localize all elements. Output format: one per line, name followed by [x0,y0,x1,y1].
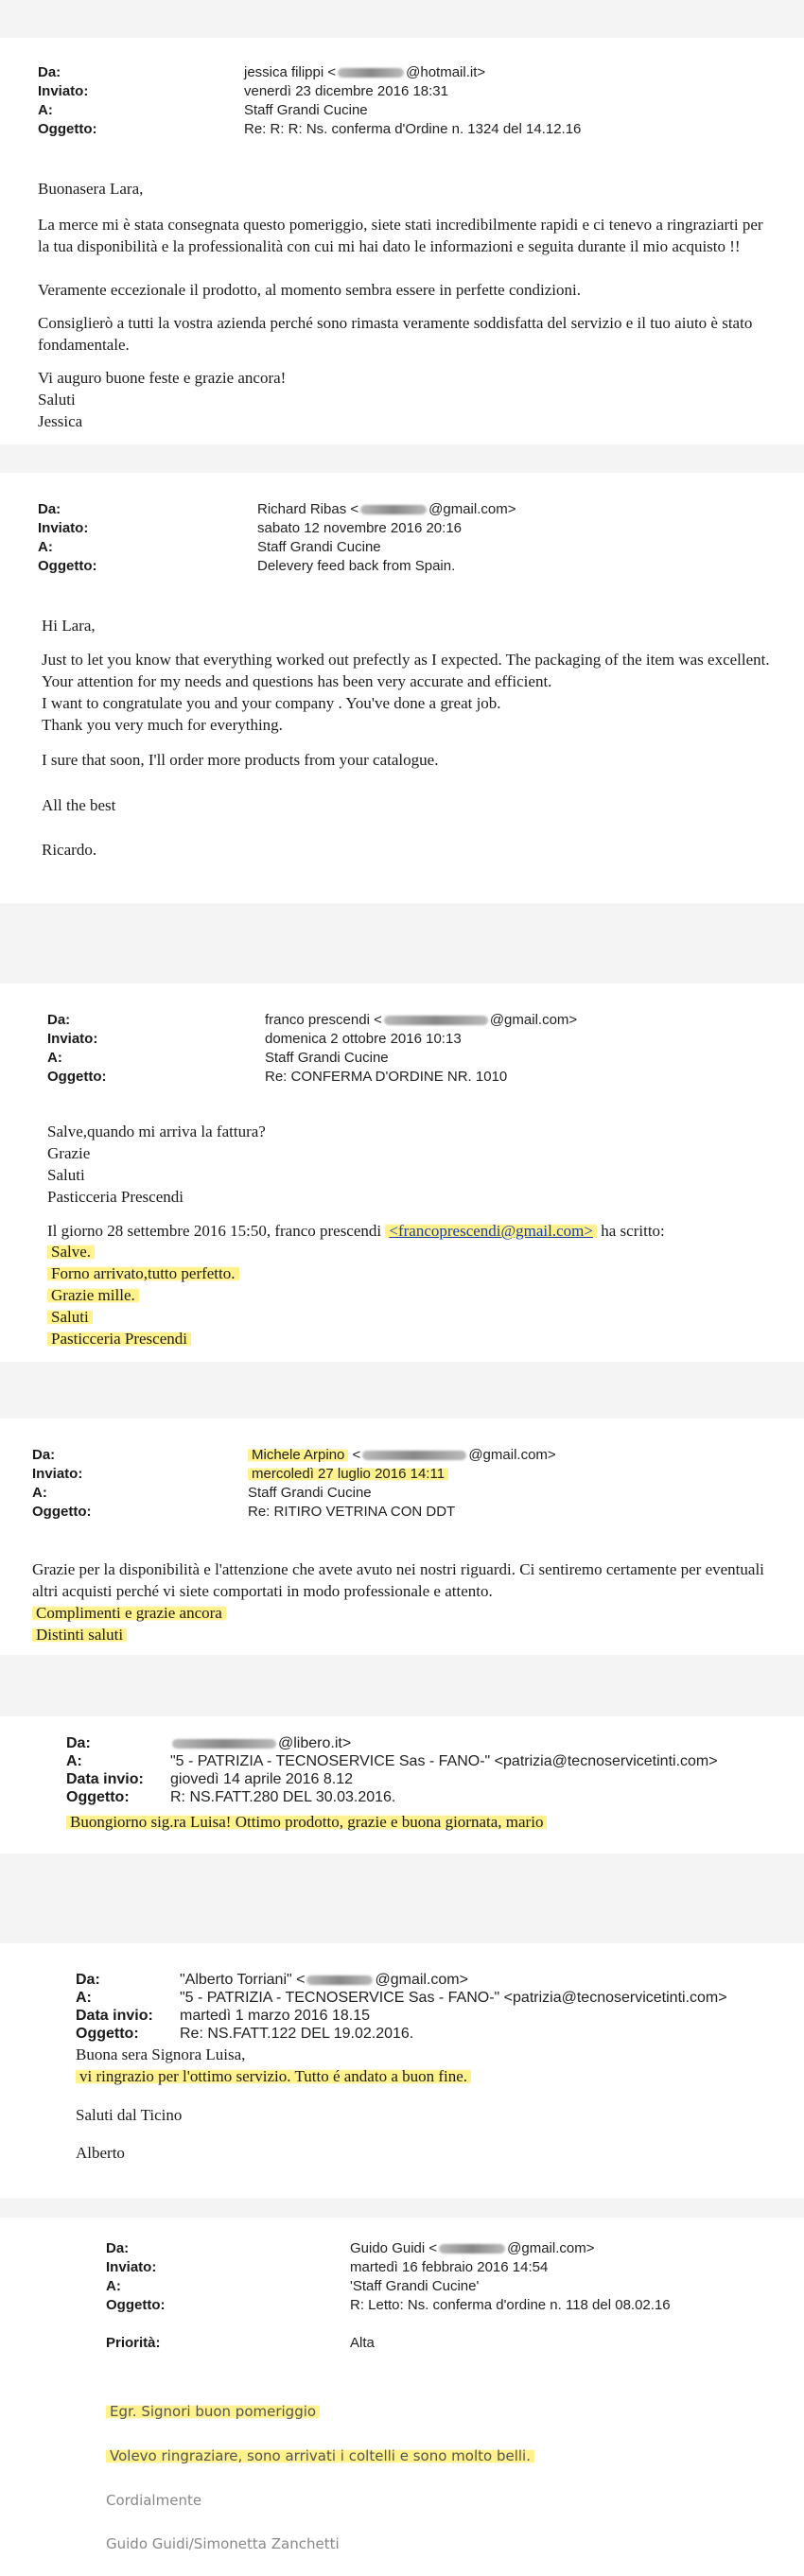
from-value: "Alberto Torriani" < @gmail.com> [180,1972,468,1988]
label-subject: Oggetto: [66,1789,130,1805]
label-to: A: [38,102,53,118]
body-line: Grazie [47,1144,91,1162]
label-sent: Inviato: [38,520,89,536]
label-date: Data invio: [66,1771,144,1787]
closing-line: Complimenti e grazie ancora [32,1602,226,1624]
label-to: A: [32,1485,47,1501]
greeting: Egr. Signori buon pomeriggio [106,2403,320,2420]
redacted-mark [306,1976,373,1985]
sent-value: mercoledì 27 luglio 2016 14:11 [248,1466,448,1482]
label-to: A: [66,1753,82,1769]
from-value: Richard Ribas < @gmail.com> [257,501,516,517]
quote-line: Forno arrivato,tutto perfetto. [47,1262,239,1284]
body-line: Saluti [47,1166,85,1184]
to-value: Staff Grandi Cucine [265,1050,389,1066]
quote-line: Saluti [47,1306,93,1328]
body-paragraph: Grazie per la disponibilità e l'attenzione che avete avuto nei nostri riguardi. Ci sentiremo certamente per eventuali altri acquisti perché vi siete comportati in modo professionale e attento. [32,1560,764,1600]
subject-value: Re: R: R: Ns. conferma d'Ordine n. 1324 del 14.12.16 [244,121,582,137]
quote-line: Grazie mille. [47,1284,139,1306]
subject-value: Re: CONFERMA D'ORDINE NR. 1010 [265,1069,508,1085]
from-value: @libero.it> [170,1735,351,1752]
signature: Ricardo. [42,841,97,859]
label-to: A: [38,539,53,555]
label-subject: Oggetto: [32,1504,92,1520]
email-franco [0,983,804,1362]
label-subject: Oggetto: [47,1069,107,1085]
from-value: Guido Guidi < @gmail.com> [350,2240,595,2256]
label-sent: Inviato: [32,1466,83,1482]
closing-line: Distinti saluti [32,1624,127,1645]
greeting: Buona sera Signora Luisa, [76,2045,246,2063]
body-line: Salve,quando mi arriva la fattura? [47,1123,266,1140]
label-from: Da: [106,2240,130,2256]
from-value: franco prescendi < @gmail.com> [265,1012,578,1028]
quote-line: Pasticceria Prescendi [47,1328,191,1349]
closing-line: Cordialmente [106,2492,202,2509]
to-value: Staff Grandi Cucine [244,102,368,118]
body-line: Saluti [38,391,76,409]
body-paragraph: La merce mi è stata consegnata questo pomeriggio, siete stati incredibilmente rapidi e ci tenevo a ringraziarti per la tua disponibilità e la professionalità con cui mi hai dato le informazioni e seguita durante il mio acquisto !! [38,216,763,255]
subject-value: R: NS.FATT.280 DEL 30.03.2016. [170,1789,396,1805]
label-priority: Priorità: [106,2335,161,2351]
redacted-mark [338,68,404,78]
body-line: Buongiorno sig.ra Luisa! Ottimo prodotto, grazie e buona giornata, mario [66,1811,547,1833]
subject-value: Re: NS.FATT.122 DEL 19.02.2016. [180,2026,414,2042]
redacted-mark [384,1016,488,1025]
sent-value: venerdì 23 dicembre 2016 18:31 [244,83,448,99]
body-line: Thank you very much for everything. [42,716,283,734]
email-jessica [0,38,804,444]
label-from: Da: [38,64,61,80]
redacted-mark [439,2244,505,2254]
to-value: "5 - PATRIZIA - TECNOSERVICE Sas - FANO-" <patrizia@tecnoservicetinti.com> [170,1753,718,1769]
date-value: giovedì 14 aprile 2016 8.12 [170,1771,354,1787]
to-value: 'Staff Grandi Cucine' [350,2278,480,2294]
body-paragraph: Just to let you know that everything worked out prefectly as I expected. The packaging of the item was excellent. Your attention for my needs and questions has been very accurate and efficient. [42,651,770,690]
body-line: Saluti dal Ticino [76,2106,183,2124]
label-from: Da: [47,1012,71,1028]
body-line: Veramente eccezionale il prodotto, al momento sembra essere in perfette condizioni. [38,281,581,299]
subject-value: Delevery feed back from Spain. [257,558,456,574]
redacted-mark [360,505,427,514]
body-line: Vi auguro buone feste e grazie ancora! [38,369,287,387]
sent-value: domenica 2 ottobre 2016 10:13 [265,1031,462,1047]
date-value: martedì 1 marzo 2016 18.15 [180,2008,371,2024]
to-value: Staff Grandi Cucine [257,539,381,555]
label-subject: Oggetto: [38,121,97,137]
quote-intro: Il giorno 28 settembre 2016 15:50, franco prescendi <francoprescendi@gmail.com> ha scritto: [47,1222,665,1240]
label-from: Da: [76,1972,100,1988]
email-michele [0,1419,804,1655]
greeting: Hi Lara, [42,617,96,635]
priority-value: Alta [350,2335,375,2351]
redacted-mark [172,1739,276,1749]
redacted-mark [362,1451,466,1460]
label-to: A: [47,1050,62,1066]
label-from: Da: [32,1447,56,1463]
to-value: Staff Grandi Cucine [248,1485,372,1501]
email-alberto [0,1943,804,2199]
signature: Alberto [76,2144,125,2162]
body-line: I sure that soon, I'll order more products from your catalogue. [42,751,439,769]
from-value: jessica filippi < @hotmail.it> [244,64,486,80]
body-paragraph: Consiglierò a tutti la vostra azienda perché sono rimasta veramente soddisfatta del servizio e il tuo aiuto è stato fondamentale. [38,314,753,354]
signature: Pasticceria Prescendi [47,1188,184,1206]
label-sent: Inviato: [38,83,89,99]
subject-value: R: Letto: Ns. conferma d'ordine n. 118 del 08.02.16 [350,2297,671,2313]
signature: Jessica [38,412,83,430]
label-sent: Inviato: [106,2259,157,2275]
label-subject: Oggetto: [38,558,97,574]
signature: Guido Guidi/Simonetta Zanchetti [106,2535,340,2552]
label-sent: Inviato: [47,1031,98,1047]
label-subject: Oggetto: [106,2297,166,2313]
label-to: A: [106,2278,121,2294]
email-guido [0,2218,804,2576]
label-to: A: [76,1990,92,2006]
email-mario [0,1716,804,1854]
sent-value: sabato 12 novembre 2016 20:16 [257,520,462,536]
greeting: Buonasera Lara, [38,180,144,198]
label-from: Da: [38,501,61,517]
body-line: I want to congratulate you and your company . You've done a great job. [42,694,501,712]
to-value: "5 - PATRIZIA - TECNOSERVICE Sas - FANO-" <patrizia@tecnoservicetinti.com> [180,1990,727,2006]
label-from: Da: [66,1735,91,1751]
email-richard [0,473,804,903]
body-line: All the best [42,796,116,814]
label-date: Data invio: [76,2008,153,2024]
label-subject: Oggetto: [76,2026,139,2042]
quote-line: Salve. [47,1241,95,1262]
email-link[interactable]: <francoprescendi@gmail.com> [385,1222,597,1240]
from-value: Michele Arpino < @gmail.com> [248,1447,556,1463]
body-line: Volevo ringraziare, sono arrivati i coltelli e sono molto belli. [106,2447,534,2464]
subject-value: Re: RITIRO VETRINA CON DDT [248,1504,456,1520]
body-line: vi ringrazio per l'ottimo servizio. Tutto é andato a buon fine. [76,2065,471,2087]
sent-value: martedì 16 febbraio 2016 14:54 [350,2259,549,2275]
